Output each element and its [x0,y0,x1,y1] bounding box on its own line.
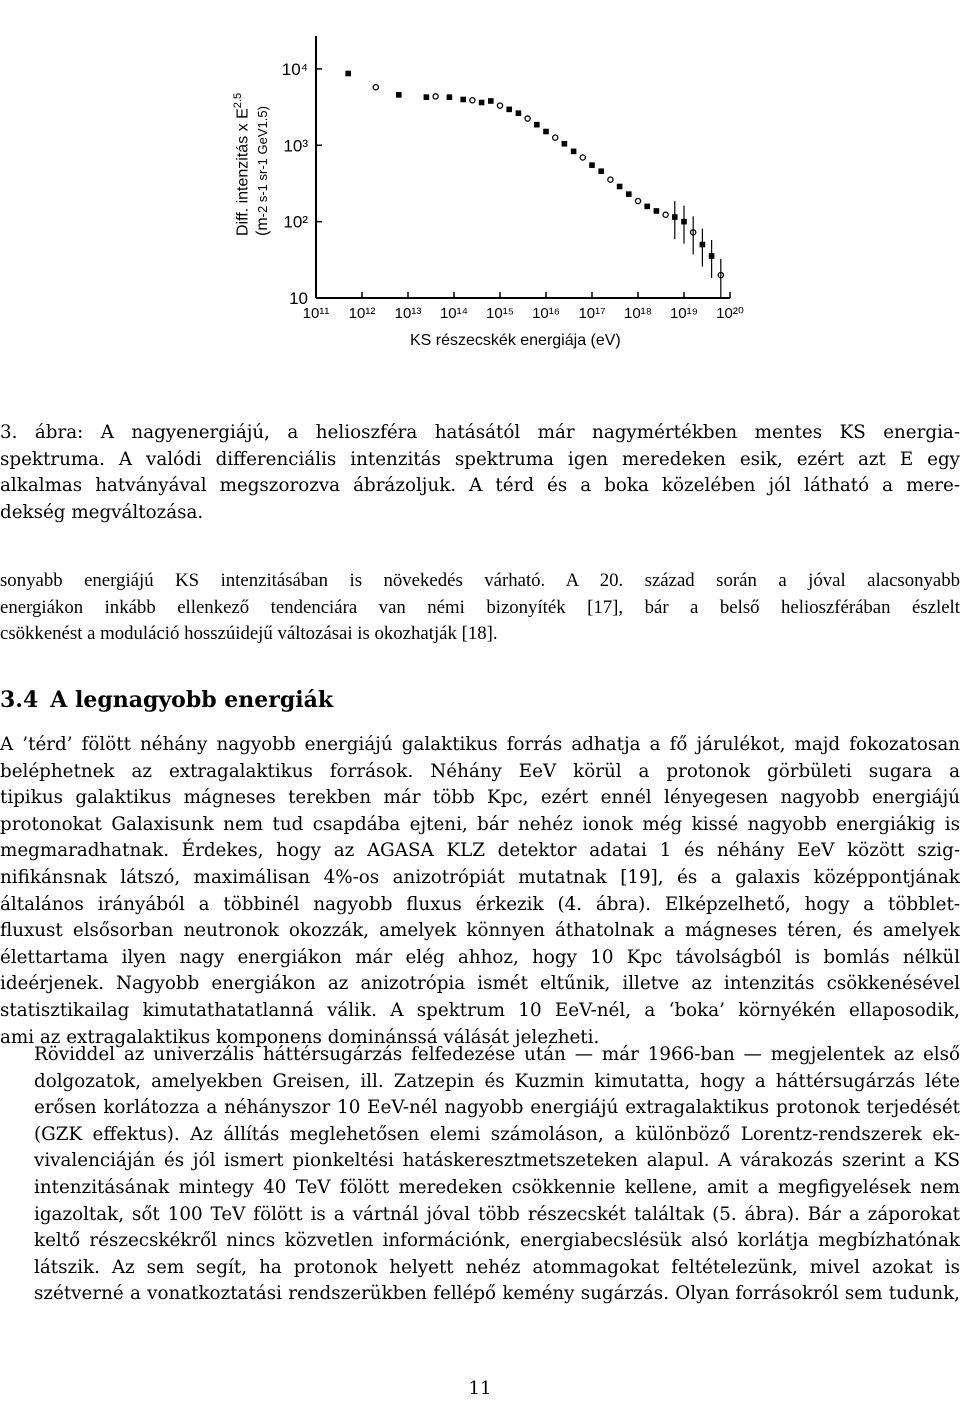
data-point [644,204,650,210]
data-point [589,162,595,168]
data-point [497,103,502,108]
data-point [488,98,494,104]
data-point [396,92,402,98]
data-point [553,135,558,140]
data-point [479,100,485,106]
y-axis-unit: (m-2 s-1 sr-1 GeV1.5) [254,106,271,236]
y-tick-label: 10³ [283,136,308,156]
paragraph-line: ami az extragalaktikus komponens dominánssá válását jelezheti. [0,1026,600,1048]
paragraph-line: erősen korlátozza a néhányszor 10 EeV-nél nagyobb energiájú extragalaktikus protonok terjedését [34,1097,960,1119]
x-tick-label: 10¹² [348,305,376,322]
paragraph-line: dolgozatok, amelyekben Greisen, ill. Zatzepin és Kuzmin kimutatta, hogy a háttérsugárzás léte [34,1070,960,1092]
data-point [525,116,530,121]
paragraph-line: élettartama ilyen nagy energiákon már elég ahhoz, hogy 10 Kpc távolságból is bomlás nélkül [0,946,960,968]
x-tick-label: 10¹⁹ [669,305,699,322]
paragraph-line: megmaradhatnak. Érdekes, hogy az AGASA KLZ detektor adatai 1 és néhány EeV között szig- [0,840,960,862]
paragraph-line: beléphetnek az extragalaktikus források. Néhány EeV körül a protonok görbületi sugara a [0,760,960,782]
paragraph-line: csökkenést a moduláció hosszúidejű változásai is okozhatják [18]. [0,623,498,645]
paragraph-line: vivalenciáján és jól ismert pionkeltési hatáskeresztmetszeteken alapul. A várakozás szerint a KS [34,1150,960,1172]
data-point [543,129,549,135]
paragraph-line: keltő részecskékről nincs közvetlen információnk, energiabecslésük alsó korlátja megbízhatónak [34,1230,960,1252]
caption-line: 3. ábra: A nagyenergiájú, a helioszféra hatásától már nagymértékben mentes KS energia- [0,422,960,443]
paragraph-line: igazoltak, sőt 100 TeV fölött is a vártnál jóval több részecskét találtak (5. ábra). Bár a záporokat [34,1203,960,1225]
page-number: 11 [468,1378,492,1399]
paragraph-highest-energies [0,732,960,1051]
paragraph-line: ideérjenek. Nagyobb energiákon az anizotrópia ismét eltűnik, illetve az intenzitás csökkenésével [0,973,960,995]
paragraph-line: látszik. Az sem segít, ha protonok helyett nehéz atommagokat feltételezünk, mivel azokat is [34,1256,960,1278]
paragraph-line: intenzitásának mintegy 40 TeV fölött meredeken csökkennie kellene, amit a megfigyelések nem [34,1176,960,1198]
paragraph-line: fluxust elsősorban neutronok okozzák, amelyek könnyen áthatolnak a mágneses téren, és amelyek [0,920,960,942]
x-tick-label: 10¹⁷ [578,305,606,322]
figure-caption [0,420,960,526]
paragraph-line: általános irányából a többinél nagyobb fluxus érkezik (4. ábra). Elképzelhető, hogy a többlet- [0,893,960,915]
paragraph-line: Röviddel az univerzális háttérsugárzás felfedezése után — már 1966-ban — megjelentek az első [34,1044,960,1065]
data-point [598,168,604,174]
spectrum-chart [230,18,750,358]
y-tick-label: 10⁴ [281,59,308,79]
paragraph-line: tipikus galaktikus mágneses terekben már több Kpc, ezért ennél lényegesen nagyobb energiájú [0,787,960,809]
x-tick-label: 10¹⁴ [439,305,469,322]
section-heading [0,687,333,713]
data-point [506,107,512,113]
data-point [663,212,668,217]
x-axis-label: KS részecskék energiája (eV) [410,332,621,349]
data-point [433,94,438,99]
paragraph-line: (GZK effektus). Az állítás meglehetősen elemi számoláson, a különböző Lorentz-rendszerek ek- [34,1123,960,1145]
data-point [608,177,613,182]
x-tick-label: 10¹⁶ [532,305,560,322]
x-tick-label: 10²⁰ [716,305,744,322]
paragraph-gzk [0,1042,960,1308]
paragraph-line: szétverné a vonatkoztatási rendszerükben fellépő kemény sugárzás. Olyan forrásokról sem tudunk, [34,1283,960,1305]
paragraph-intro [0,568,960,648]
y-axis-label: Diff. intenzitás x $E^{2.5}$ [232,92,252,236]
paragraph-line: energiákon inkább ellenkező tendenciára van némi bizonyíték [17], bár a belső helioszférában észlelt [0,596,960,618]
data-point [447,94,453,100]
paragraph-line: nifikánsnak látszó, maximálisan 4%-os anizotrópiát mutatnak [19], és a galaxis középpontjának [0,866,960,888]
data-point [424,94,430,100]
x-tick-label: 10¹⁸ [623,305,653,322]
caption-line: dekség megváltozása. [0,501,204,523]
paragraph-line: statisztikailag kimutathatatlanná válik. A spektrum 10 EeV-nél, a ‘boka’ környékén ellaposodik, [0,999,960,1021]
data-point [470,98,475,103]
caption-line: spektruma. A valódi differenciális intenzitás spektruma igen meredeken esik, ezért azt E egy [0,448,960,470]
y-tick-label: 10² [283,212,308,232]
section-number: 3.4 [0,687,39,713]
data-point [516,110,522,116]
data-point [571,149,577,155]
data-point [635,198,640,203]
caption-line: alkalmas hatványával megszorozva ábrázoljuk. A térd és a boka közelében jól látható a mere- [0,475,960,497]
x-tick-label: 10¹⁵ [486,305,514,322]
data-point [534,122,540,128]
x-tick-label: 10¹³ [394,305,422,322]
x-tick-label: 10¹¹ [302,305,330,322]
data-point [345,71,351,77]
spectrum-figure [230,18,750,358]
y-tick-label: 10 [289,289,308,308]
data-point [460,97,466,103]
data-point [562,141,568,147]
data-point [580,155,585,160]
data-point [373,85,378,90]
data-point [626,191,632,197]
paragraph-line: A ’térd’ fölött néhány nagyobb energiájú galaktikus forrás adhatja a fő járulékot, majd fokozatosan [0,734,960,755]
data-point [654,208,660,214]
paragraph-line: sonyabb energiájú KS intenzitásában is növekedés várható. A 20. század során a jóval alacsonyabb [0,570,960,591]
section-title: A legnagyobb energiák [50,687,334,713]
paragraph-line: protonokat Galaxisunk nem tud csapdába ejteni, bár nehéz ionok még kissé nagyobb energiákig is [0,813,960,835]
data-point [617,184,623,190]
